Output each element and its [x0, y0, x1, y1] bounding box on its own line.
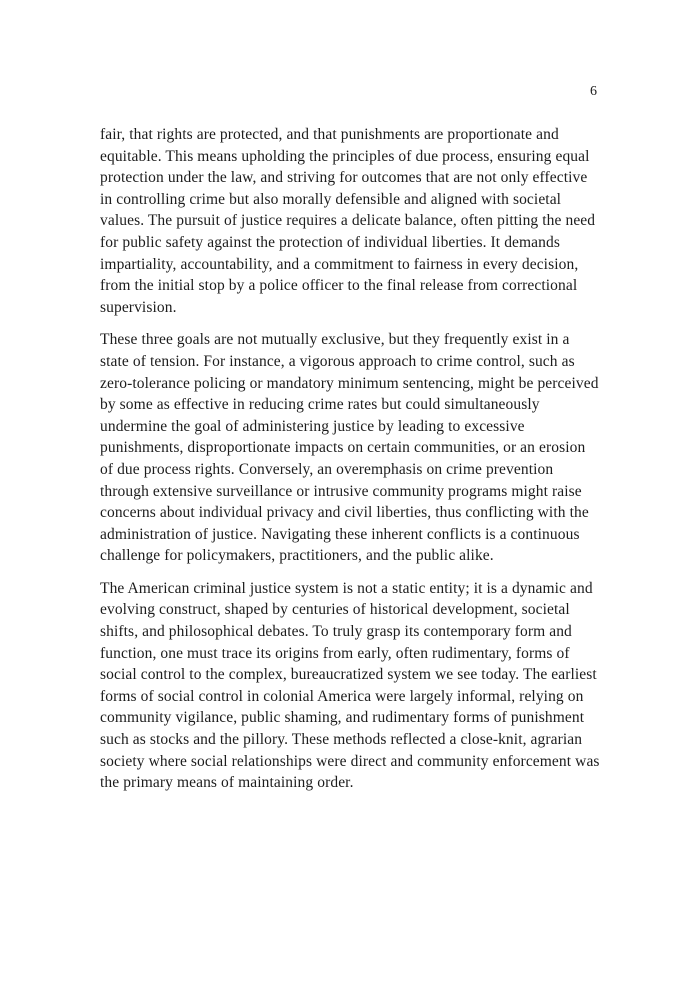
- paragraph: fair, that rights are protected, and that punishments are proportionate and equitable. This means upholding the principles of due process, ensuring equal protection under the law, and striving for outcomes that are not only effective in controlling crime but also morally defensible and aligned with societal values. The pursuit of justice requires a delicate balance, often pitting the need for public safety against the protection of individual liberties. It demands impartiality, accountability, and a commitment to fairness in every decision, from the initial stop by a police officer to the final release from correctional supervision.: [100, 126, 596, 316]
- paragraph: These three goals are not mutually exclusive, but they frequently exist in a state of tension. For instance, a vigorous approach to crime control, such as zero-tolerance policing or mandatory minimum sentencing, might be perceived by some as effective in reducing crime rates but could simultaneously undermine the goal of administering justice by leading to excessive punishments, disproportionate impacts on certain communities, or an erosion of due process rights. Conversely, an overemphasis on crime prevention through extensive surveillance or intrusive community programs might raise concerns about individual privacy and civil liberties, thus conflicting with the administration of justice. Navigating these inherent conflicts is a continuous challenge for policymakers, practitioners, and the public alike.: [100, 331, 599, 565]
- page-body-text: [100, 124, 600, 794]
- paragraph: The American criminal justice system is not a static entity; it is a dynamic and evolving construct, shaped by centuries of historical development, societal shifts, and philosophical debates. To truly grasp its contemporary form and function, one must trace its origins from early, often rudimentary, forms of social control to the complex, bureaucratized system we see today. The earliest forms of social control in colonial America were largely informal, relying on community vigilance, public shaming, and rudimentary forms of punishment such as stocks and the pillory. These methods reflected a close-knit, agrarian society where social relationships were direct and community enforcement was the primary means of maintaining order.: [100, 579, 600, 792]
- page-number: 6: [590, 84, 597, 99]
